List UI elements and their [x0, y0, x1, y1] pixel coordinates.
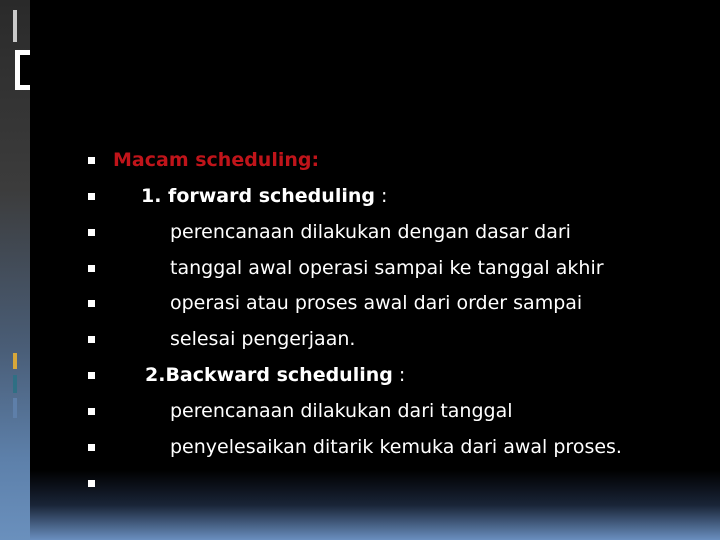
item-text: selesai pengerjaan.: [170, 328, 356, 350]
bullet-icon: [88, 336, 95, 343]
bullet-icon: [88, 444, 95, 451]
heading-text: Macam scheduling:: [113, 149, 320, 171]
list-item: [0, 434, 720, 464]
item-suffix: :: [392, 364, 406, 386]
list-item: [0, 290, 720, 320]
list-item: [0, 362, 720, 392]
list-item: [0, 219, 720, 249]
item-text: penyelesaikan ditarik kemuka dari awal proses.: [170, 436, 622, 458]
item-text: operasi atau proses awal dari order sampai: [170, 292, 583, 314]
list-item: [0, 470, 720, 500]
item-label: 1. forward scheduling: [141, 185, 375, 207]
bullet-icon: [88, 372, 95, 379]
item-text: tanggal awal operasi sampai ke tanggal akhir: [170, 257, 604, 279]
bullet-icon: [88, 265, 95, 272]
list-item: [0, 398, 720, 428]
item-text: perencanaan dilakukan dari tanggal: [170, 400, 513, 422]
list-item: [0, 183, 720, 213]
item-text: perencanaan dilakukan dengan dasar dari: [170, 221, 571, 243]
list-item: [0, 326, 720, 356]
bullet-icon: [88, 157, 95, 164]
bullet-icon: [88, 193, 95, 200]
bullet-icon: [88, 480, 95, 487]
item-text: [145, 362, 405, 388]
item-label: 2.Backward scheduling: [145, 364, 393, 386]
list-item: [0, 147, 720, 177]
list-item: [0, 255, 720, 285]
item-suffix: :: [374, 185, 388, 207]
bullet-icon: [88, 300, 95, 307]
bullet-icon: [88, 229, 95, 236]
bullet-icon: [88, 408, 95, 415]
item-text: [141, 183, 387, 209]
